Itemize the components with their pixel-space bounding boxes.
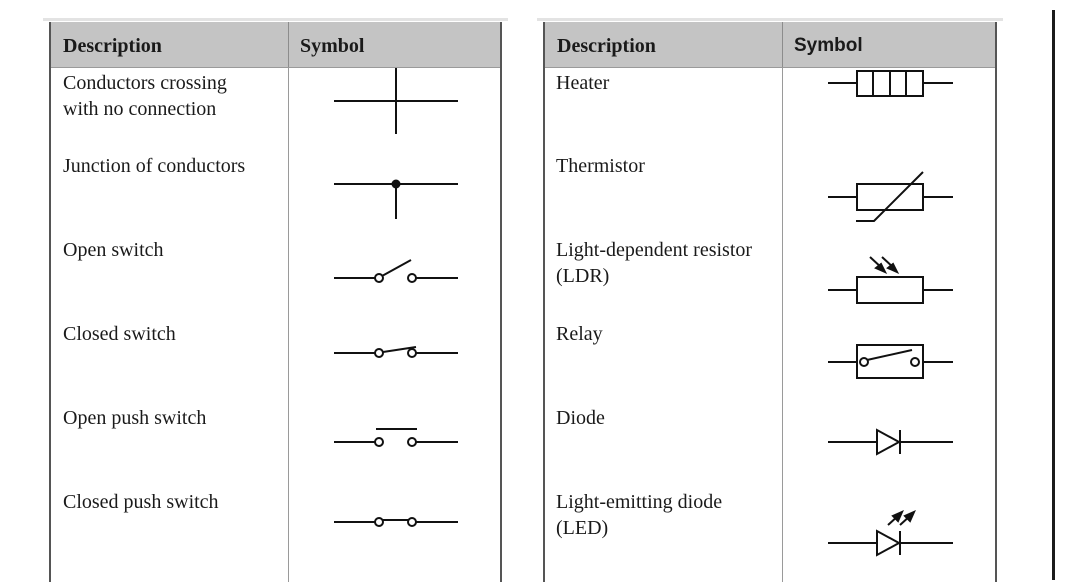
junction-icon [331,151,461,221]
symbol-column-header: Symbol [300,35,365,57]
description-line: Relay [556,323,603,345]
description-line: Light-emitting diode [556,491,723,513]
row-description [556,321,603,347]
thermistor-icon [826,151,956,231]
row-description [556,489,722,541]
description-line: Thermistor [556,155,645,177]
row-description [63,489,219,515]
description-line: Closed push switch [63,491,219,513]
heater-icon [826,68,956,138]
page-edge-rule [1052,10,1055,580]
row-description [556,237,752,289]
description-line: with no connection [63,98,217,120]
conductors-crossing-icon [331,68,461,138]
row-description [63,70,227,122]
table-row [545,151,995,235]
symbols-table-left [49,22,502,582]
table-top-edge [537,18,1003,21]
table-header [545,22,995,68]
row-description [63,237,164,263]
row-description [556,153,645,179]
table-row [51,68,500,150]
table-row [51,403,500,487]
relay-icon [826,319,956,389]
open-push-switch-icon [331,403,461,473]
row-description [556,70,609,96]
table-top-edge [43,18,508,21]
symbols-table-right [543,22,997,582]
table-row [545,403,995,487]
description-line: Open push switch [63,407,207,429]
row-description [63,321,176,347]
description-line: Heater [556,72,610,94]
description-line: Light-dependent resistor [556,239,753,261]
description-line: Conductors crossing [63,72,227,94]
description-line: (LDR) [556,265,610,287]
symbol-column-header: Symbol [794,35,863,56]
description-line: Diode [556,407,605,429]
description-line: Junction of conductors [63,155,246,177]
table-row [51,487,500,582]
table-row [51,235,500,319]
closed-push-switch-icon [331,487,461,557]
diode-icon [826,403,956,473]
table-row [51,319,500,403]
row-description [63,405,206,431]
ldr-icon [826,235,956,315]
table-row [545,235,995,319]
row-description [556,405,605,431]
led-icon [826,487,956,567]
description-line: (LED) [556,517,609,539]
table-row [545,487,995,582]
description-column-header: Description [63,35,162,57]
closed-switch-icon [331,319,461,389]
description-line: Closed switch [63,323,176,345]
table-header [51,22,500,68]
table-row [545,319,995,403]
row-description [63,153,245,179]
table-row [545,68,995,150]
open-switch-icon [331,235,461,305]
description-column-header: Description [557,35,656,57]
description-line: Open switch [63,239,164,261]
table-row [51,151,500,235]
